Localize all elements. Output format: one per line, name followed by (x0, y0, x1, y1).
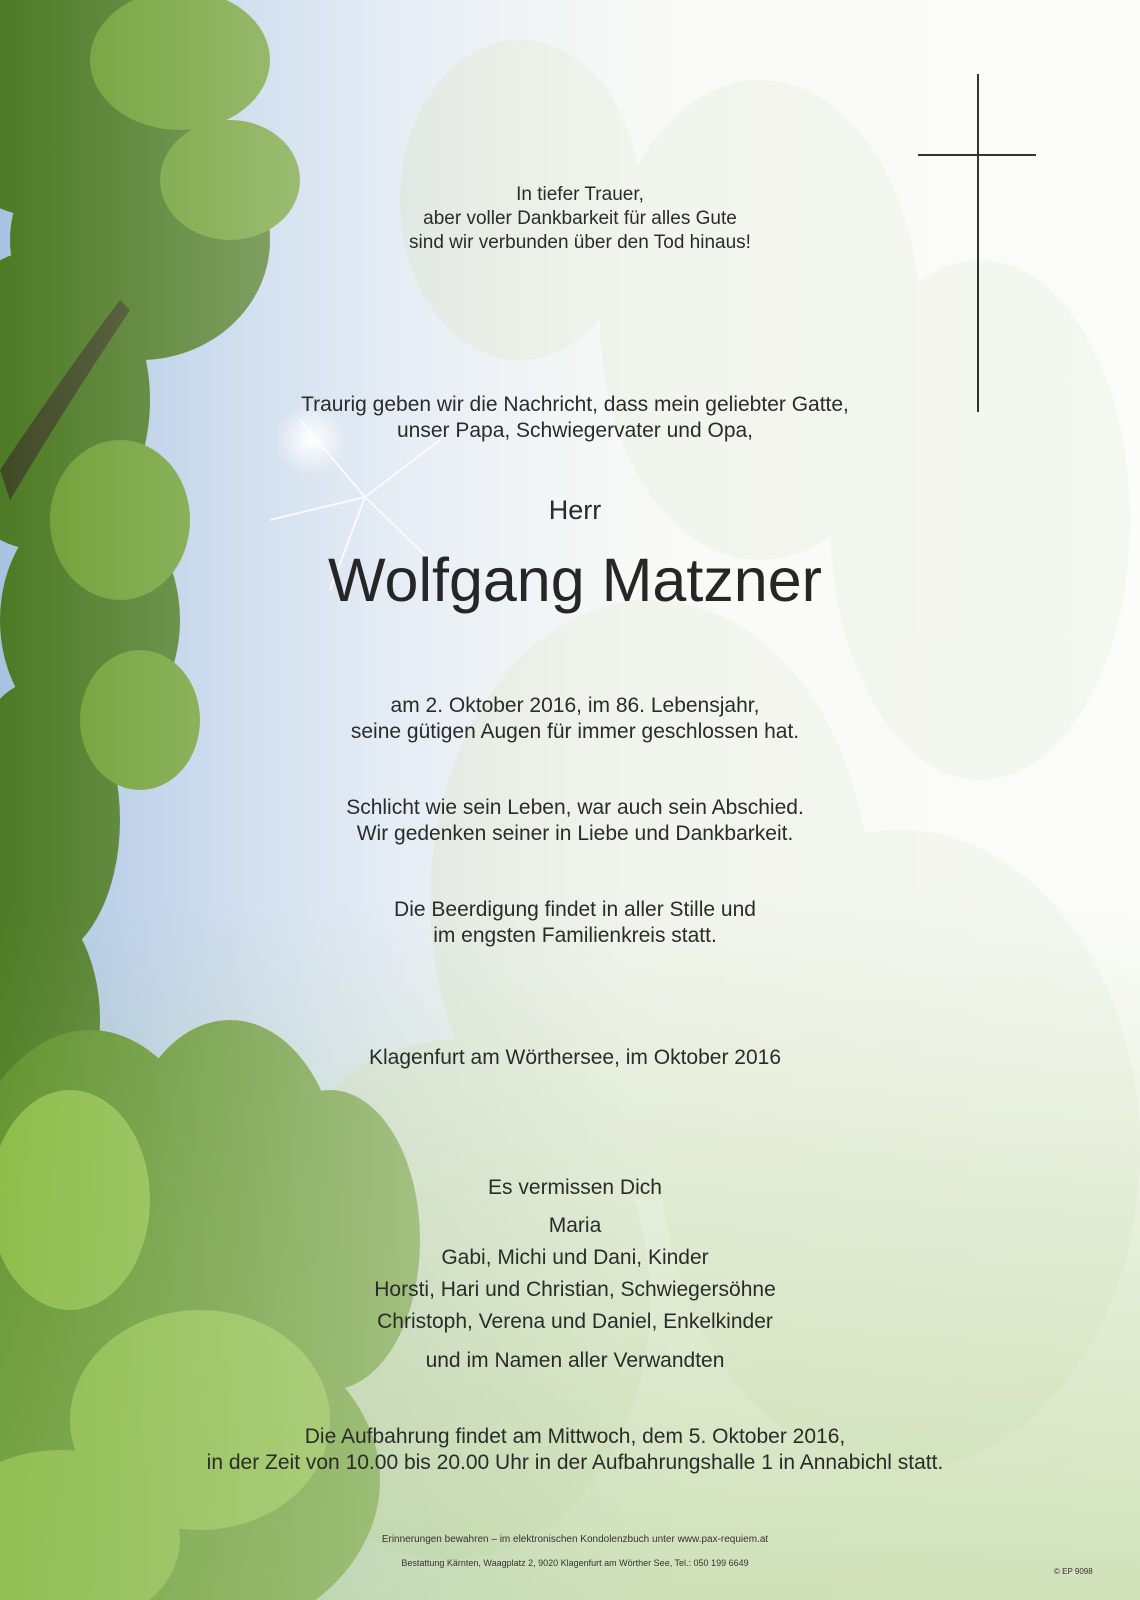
funeral-line: Die Beerdigung findet in aller Stille und (394, 898, 756, 921)
mourners-list (5, 1210, 1140, 1338)
relatives-line: und im Namen aller Verwandten (425, 1349, 725, 1372)
mourner-entry: Christoph, Verena und Daniel, Enkelkinder (377, 1310, 773, 1333)
salutation: Herr (548, 495, 602, 525)
intro-line: sind wir verbunden über den Tod hinaus! (409, 232, 751, 253)
death-date-text (5, 693, 1140, 745)
intro-line: In tiefer Trauer, (516, 184, 644, 205)
funeral-notice (5, 897, 1140, 949)
viewing-line: in der Zeit von 10.00 bis 20.00 Uhr in der Aufbahrungshalle 1 in Annabichl statt. (206, 1451, 944, 1474)
mourner-entry: Horsti, Hari und Christian, Schwiegersöhne (374, 1278, 776, 1301)
viewing-line: Die Aufbahrung findet am Mittwoch, dem 5. Oktober 2016, (304, 1425, 846, 1448)
death-date-line: seine gütigen Augen für immer geschlossen hat. (350, 720, 800, 743)
intro-line: aber voller Dankbarkeit für alles Gute (423, 208, 737, 229)
death-date-line: am 2. Oktober 2016, im 86. Lebensjahr, (390, 694, 760, 717)
announcement (5, 392, 1140, 444)
farewell-line: Wir gedenken seiner in Liebe und Dankbarkeit. (356, 822, 794, 845)
condolence-book-note: Erinnerungen bewahren – im elektronischen Kondolenzbuch unter www.pax-requiem.at (381, 1534, 769, 1545)
intro-verse (10, 183, 1140, 255)
viewing-notice (5, 1424, 1140, 1476)
mourners-heading: Es vermissen Dich (488, 1176, 662, 1199)
funeral-line: im engsten Familienkreis statt. (433, 924, 717, 947)
announcement-line: Traurig geben wir die Nachricht, dass mein geliebter Gatte, (301, 393, 849, 416)
funeral-home-address: Bestattung Kärnten, Waagplatz 2, 9020 Klagenfurt am Wörther See, Tel.: 050 199 6649 (401, 1558, 749, 1568)
place-and-date: Klagenfurt am Wörthersee, im Oktober 2016 (368, 1046, 782, 1069)
copyright-note: © EP 9098 (1054, 1567, 1093, 1576)
farewell-text (5, 795, 1140, 847)
farewell-line: Schlicht wie sein Leben, war auch sein Abschied. (346, 796, 804, 819)
mourner-entry: Maria (548, 1214, 602, 1237)
mourner-entry: Gabi, Michi und Dani, Kinder (441, 1246, 709, 1269)
announcement-line: unser Papa, Schwiegervater und Opa, (396, 419, 754, 442)
deceased-name: Wolfgang Matzner (328, 546, 822, 614)
